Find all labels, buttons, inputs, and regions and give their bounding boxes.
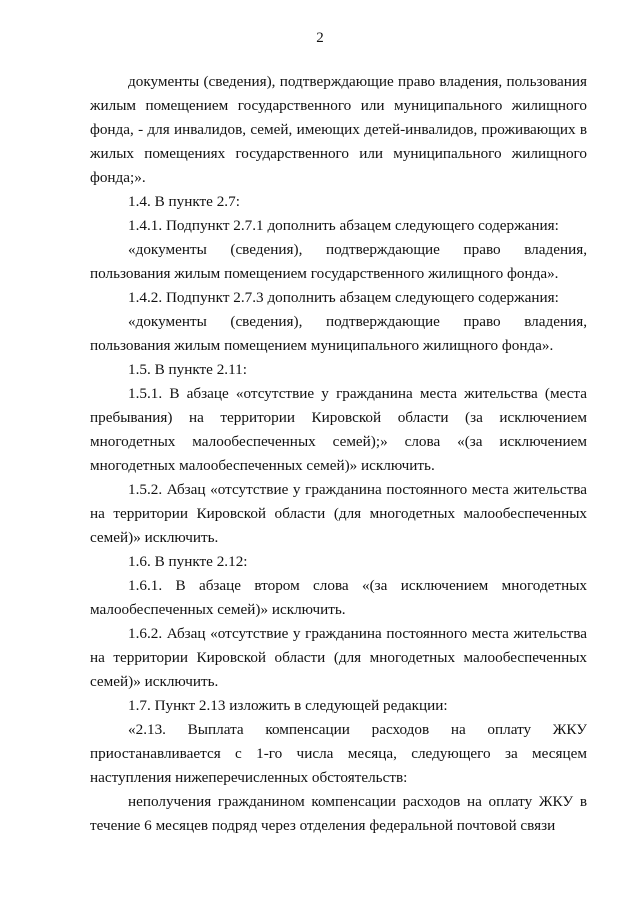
paragraph-1-6-2: 1.6.2. Абзац «отсутствие у гражданина постоянного места жительства на территории Кировской области (для многодетных малообеспеченных семей)» исключить.: [90, 625, 587, 690]
document-body: [90, 70, 587, 838]
paragraph-1-6: 1.6. В пункте 2.12:: [128, 553, 248, 570]
paragraph-1-5-1: 1.5.1. В абзаце «отсутствие у гражданина места жительства (места пребывания) на территории Кировской области (за исключением многодетных малообеспеченных семей);» слова «(за исключением многодетных малообеспеченных семей)» исключить.: [90, 385, 587, 474]
paragraph-continuation: документы (сведения), подтверждающие право владения, пользования жилым помещением государственного или муниципального жилищного фонда, - для инвалидов, семей, имеющих детей-инвалидов, проживающих в жилых помещениях государственного или муниципального жилищного фонда;».: [90, 73, 587, 186]
page-number: 2: [316, 30, 324, 46]
paragraph-quote-municipal-fund: «документы (сведения), подтверждающие право владения, пользования жилым помещением муниципального жилищного фонда».: [90, 313, 587, 354]
paragraph-1-6-1: 1.6.1. В абзаце втором слова «(за исключением многодетных малообеспеченных семей)» исключить.: [90, 577, 587, 618]
paragraph-1-5: 1.5. В пункте 2.11:: [128, 361, 247, 378]
paragraph-1-4-1: 1.4.1. Подпункт 2.7.1 дополнить абзацем следующего содержания:: [128, 217, 559, 234]
paragraph-2-13: «2.13. Выплата компенсации расходов на оплату ЖКУ приостанавливается с 1-го числа месяца, следующего за месяцем наступления нижеперечисленных обстоятельств:: [90, 721, 587, 786]
paragraph-1-4-2: 1.4.2. Подпункт 2.7.3 дополнить абзацем следующего содержания:: [128, 289, 559, 306]
paragraph-1-7: 1.7. Пункт 2.13 изложить в следующей редакции:: [128, 697, 448, 714]
paragraph-1-4: 1.4. В пункте 2.7:: [128, 193, 240, 210]
paragraph-non-receipt: неполучения гражданином компенсации расходов на оплату ЖКУ в течение 6 месяцев подряд через отделения федеральной почтовой связи: [90, 793, 587, 834]
paragraph-1-5-2: 1.5.2. Абзац «отсутствие у гражданина постоянного места жительства на территории Кировской области (для многодетных малообеспеченных семей)» исключить.: [90, 481, 587, 546]
paragraph-quote-state-fund: «документы (сведения), подтверждающие право владения, пользования жилым помещением государственного жилищного фонда».: [90, 241, 587, 282]
